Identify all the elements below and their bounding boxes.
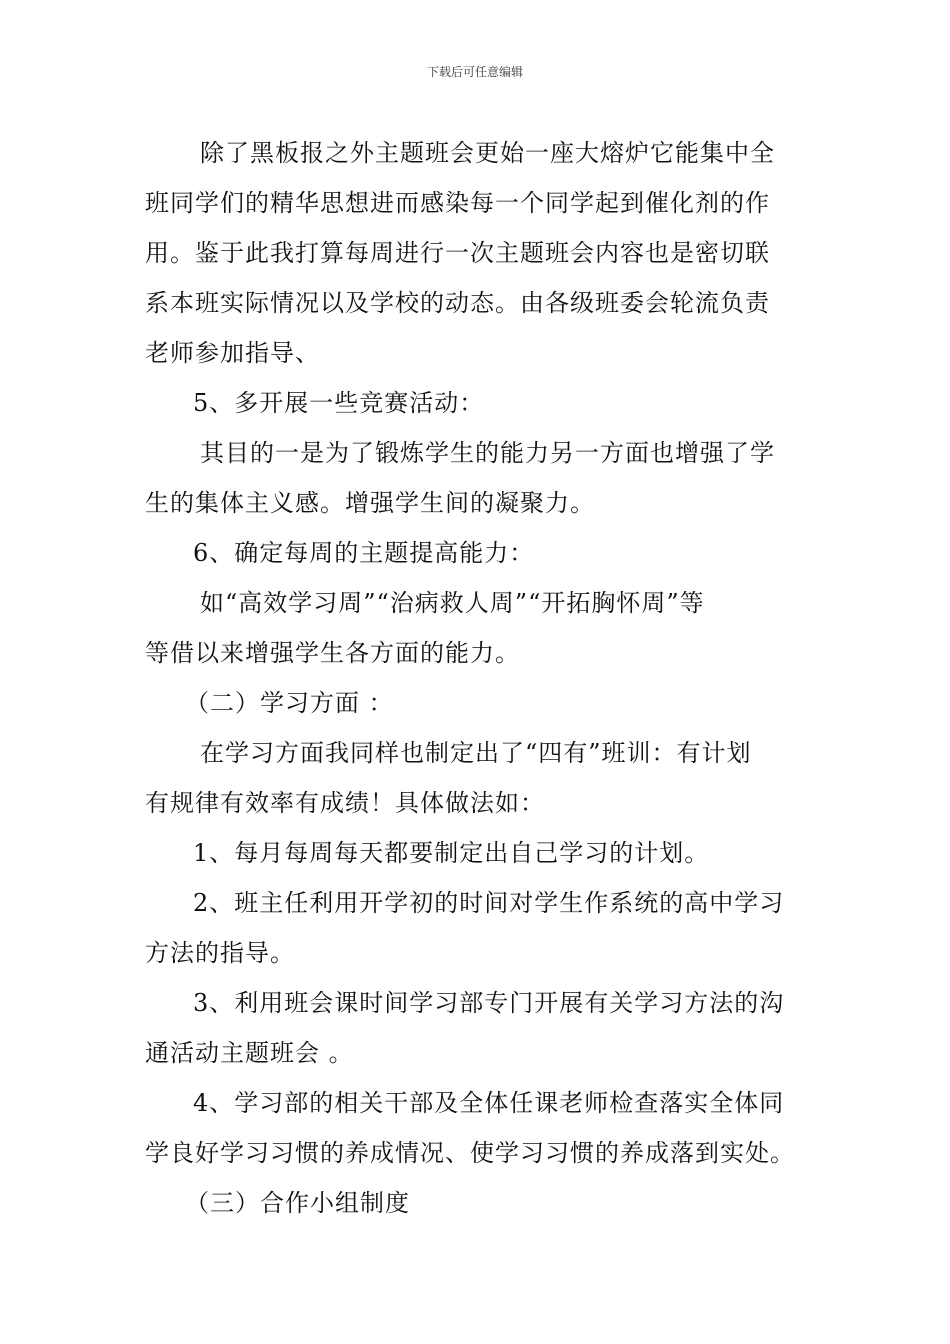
paragraph-line: 如“高效学习周”“治病救人周”“开拓胸怀周”等: [200, 589, 705, 617]
paragraph-line: 方法的指导。: [145, 939, 295, 967]
paragraph-line: 学良好学习习惯的养成情况、使学习习惯的养成落到实处。: [145, 1139, 795, 1167]
list-item: 3、利用班会课时间学习部专门开展有关学习方法的沟: [193, 989, 785, 1017]
paragraph-line: 班同学们的精华思想进而感染每一个同学起到催化剂的作: [145, 189, 770, 217]
list-item-heading: 5、多开展一些竞赛活动：: [193, 389, 485, 417]
list-item: 1、每月每周每天都要制定出自己学习的计划。: [193, 839, 710, 867]
list-item-heading: 6、确定每周的主题提高能力：: [193, 539, 535, 567]
paragraph-line: 其目的一是为了锻炼学生的能力另一方面也增强了学: [200, 439, 775, 467]
list-item: 2、班主任利用开学初的时间对学生作系统的高中学习: [193, 889, 785, 917]
document-body: [145, 128, 810, 1228]
paragraph-line: 等借以来增强学生各方面的能力。: [145, 639, 520, 667]
paragraph-line: 系本班实际情况以及学校的动态。由各级班委会轮流负责: [145, 289, 770, 317]
paragraph-line: 用。鉴于此我打算每周进行一次主题班会内容也是密切联: [145, 239, 770, 267]
paragraph-line: 有规律有效率有成绩！具体做法如：: [145, 789, 545, 817]
paragraph-line: 生的集体主义感。增强学生间的凝聚力。: [145, 489, 595, 517]
paragraph-line: 在学习方面我同样也制定出了“四有”班训：有计划: [200, 739, 752, 767]
paragraph-line: 除了黑板报之外主题班会更始一座大熔炉它能集中全: [200, 139, 775, 167]
page-header: 下载后可任意编辑: [426, 65, 523, 79]
section-heading: （三）合作小组制度: [185, 1189, 410, 1217]
list-item: 4、学习部的相关干部及全体任课老师检查落实全体同: [193, 1089, 785, 1117]
paragraph-line: 通活动主题班会 。: [145, 1039, 354, 1067]
section-heading: （二）学习方面 ：: [185, 689, 394, 717]
paragraph-line: 老师参加指导、: [145, 339, 320, 367]
